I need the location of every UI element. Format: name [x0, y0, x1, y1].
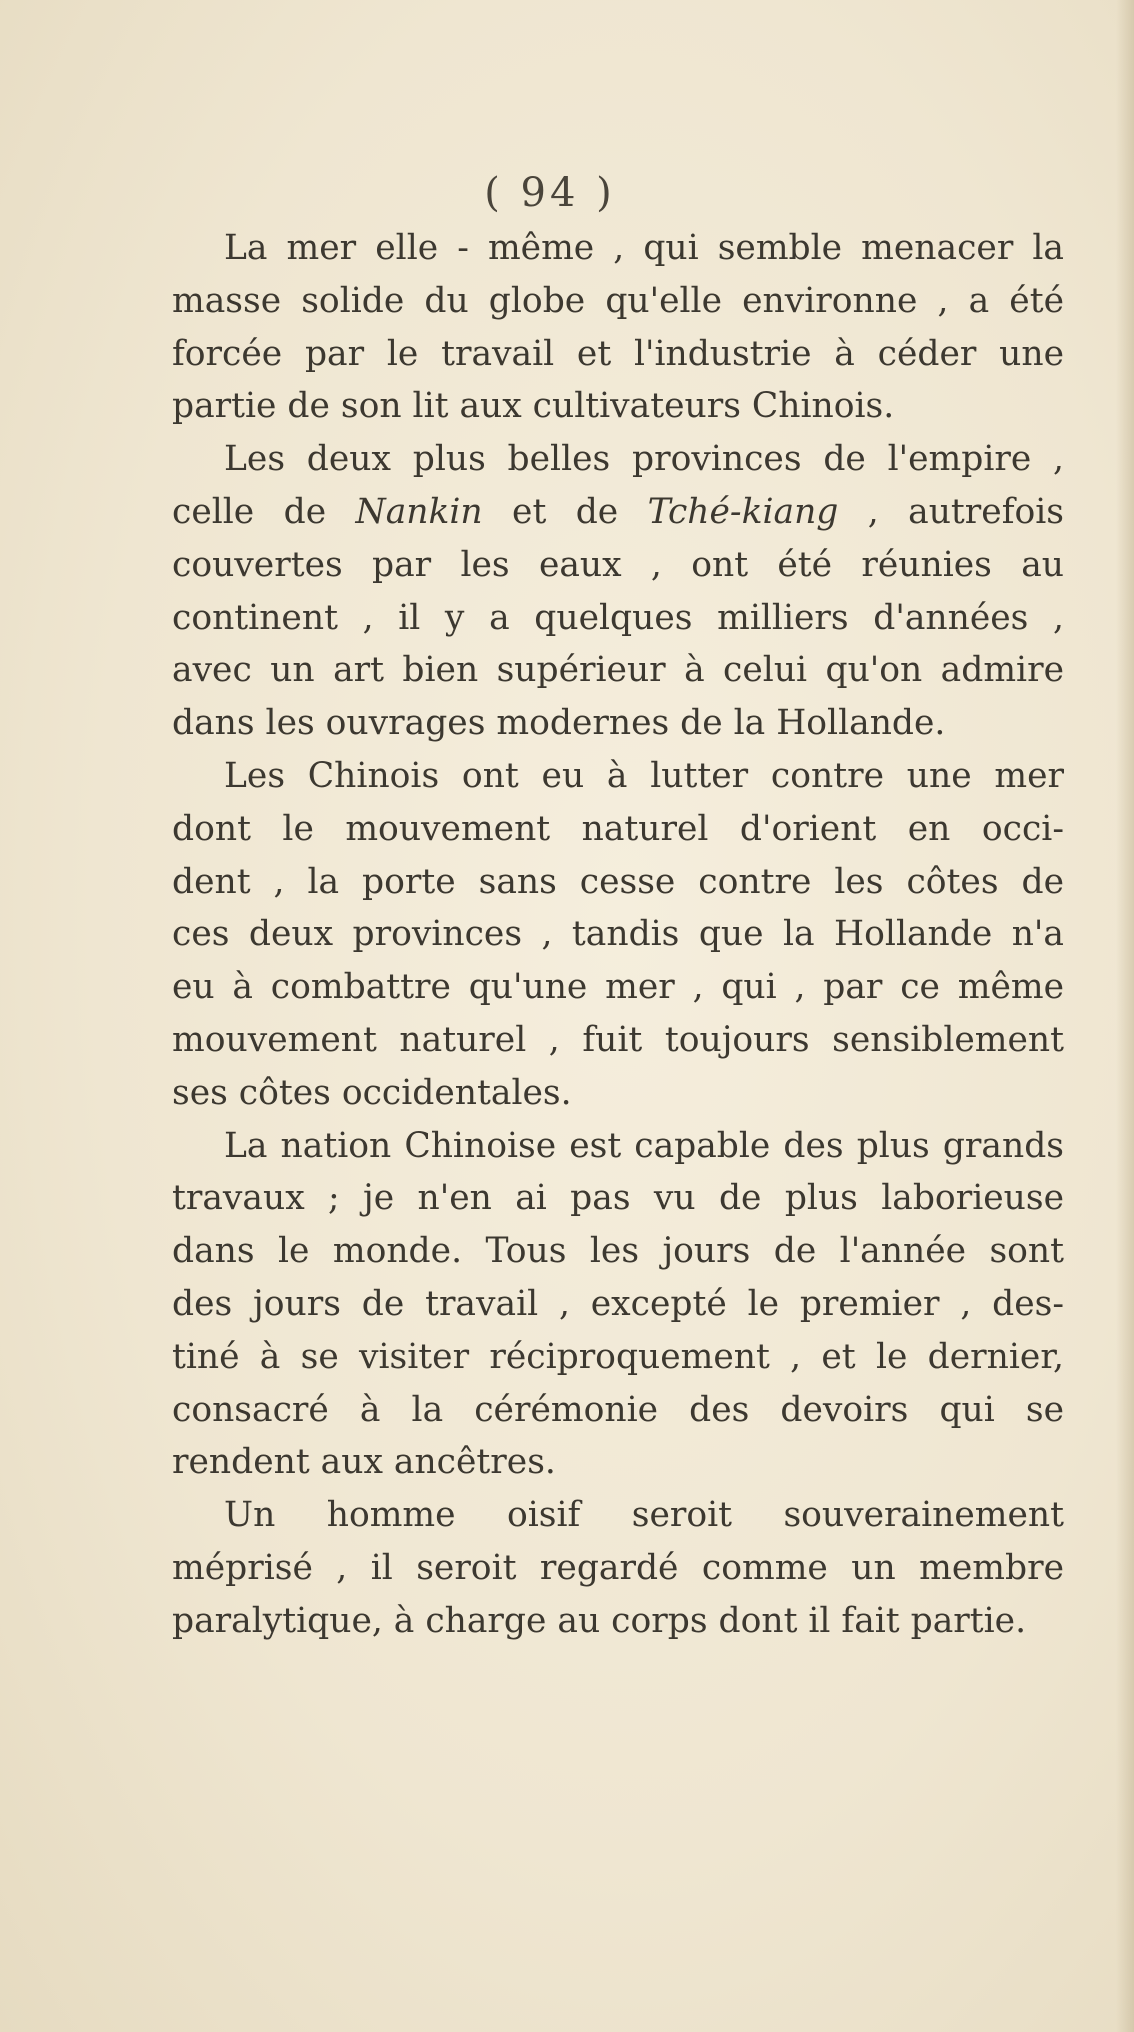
text-line: dans le monde. Tous les jours de l'année sont — [172, 1231, 1064, 1272]
text-line: tiné à se visiter réciproquement , et le dernier, — [172, 1336, 1064, 1377]
text-line: méprisé , il seroit regardé comme un membre — [172, 1547, 1064, 1588]
paragraph-1 — [172, 222, 1064, 433]
paragraph-4 — [172, 1120, 1064, 1490]
page-number: ( 94 ) — [484, 170, 616, 216]
text-line: des jours de travail , excepté le premier , des- — [172, 1283, 1064, 1324]
place-name: Tché-kiang — [647, 491, 839, 532]
text-line: forcée par le travail et l'industrie à céder une — [172, 333, 1064, 374]
text-line: mouvement naturel , fuit toujours sensiblement — [172, 1019, 1064, 1060]
text-line: paralytique, à charge au corps dont il fait partie. — [172, 1600, 1027, 1641]
text-line: celle de Nankin et de Tché-kiang , autrefois — [172, 491, 1064, 532]
text-line: dent , la porte sans cesse contre les côtes de — [172, 861, 1064, 902]
text-line: ces deux provinces , tandis que la Hollande n'a — [172, 914, 1064, 955]
text-line: masse solide du globe qu'elle environne , a été — [172, 280, 1064, 321]
text-line: continent , il y a quelques milliers d'années , — [172, 597, 1064, 638]
text-line: consacré à la cérémonie des devoirs qui se — [172, 1389, 1064, 1430]
text-line: couvertes par les eaux , ont été réunies au — [172, 544, 1064, 585]
text-line: ses côtes occidentales. — [172, 1072, 572, 1113]
paragraph-3 — [172, 750, 1064, 1120]
text-line: eu à combattre qu'une mer , qui , par ce même — [172, 967, 1064, 1008]
text-line: dont le mouvement naturel d'orient en occi- — [172, 808, 1064, 849]
text-line: avec un art bien supérieur à celui qu'on admire — [172, 650, 1064, 691]
paragraph-5 — [172, 1489, 1064, 1647]
text-line: dans les ouvrages modernes de la Hollande. — [172, 703, 946, 744]
text-line: Les deux plus belles provinces de l'empire , — [224, 439, 1064, 480]
text-line: Un homme oisif seroit souverainement — [224, 1495, 1064, 1536]
text-line: La mer elle - même , qui semble menacer la — [224, 228, 1064, 268]
paragraph-2 — [172, 433, 1064, 750]
text-line: rendent aux ancêtres. — [172, 1442, 556, 1483]
text-line: La nation Chinoise est capable des plus grands — [224, 1125, 1064, 1166]
page-edge-shadow — [1116, 0, 1134, 2032]
text-line: partie de son lit aux cultivateurs Chinois. — [172, 386, 895, 427]
text-line: travaux ; je n'en ai pas vu de plus laborieuse — [172, 1178, 1064, 1219]
body-text — [172, 222, 1064, 1648]
place-name: Nankin — [355, 491, 483, 532]
text-line: Les Chinois ont eu à lutter contre une mer — [224, 755, 1064, 796]
